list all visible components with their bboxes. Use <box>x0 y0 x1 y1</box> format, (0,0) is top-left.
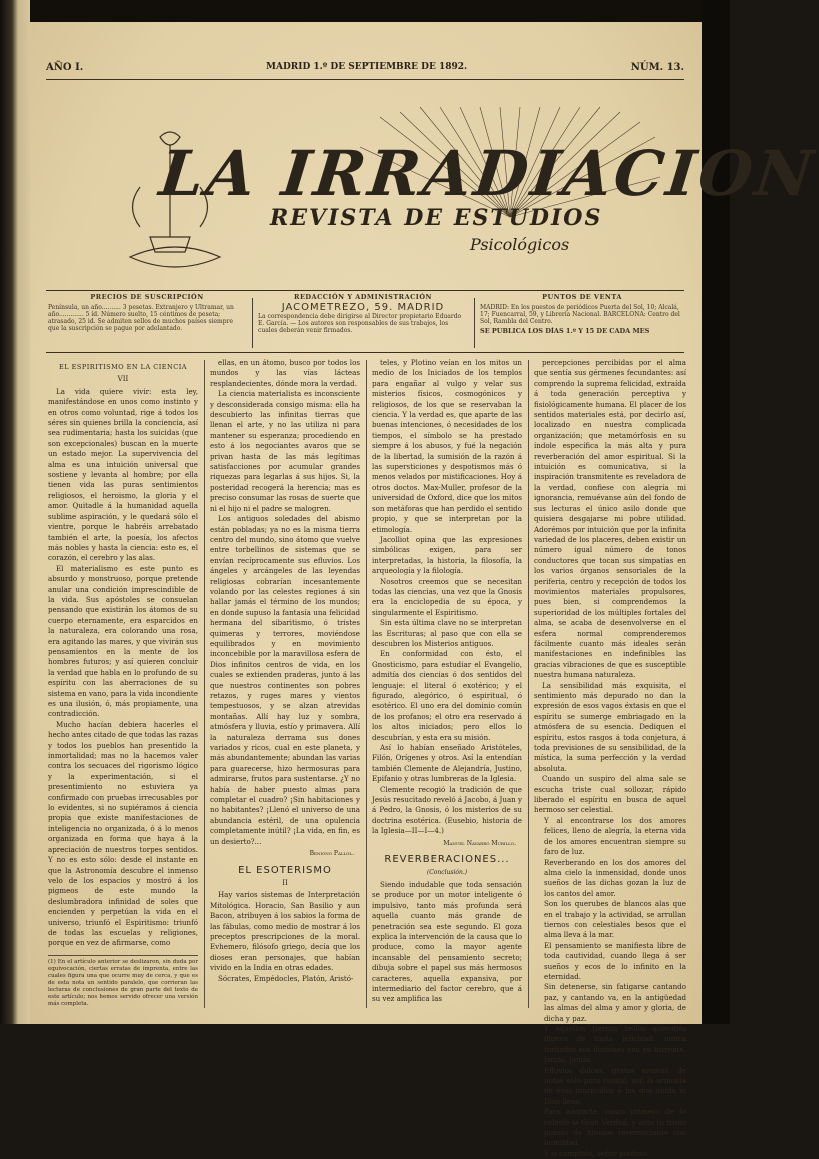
column-rule <box>528 360 529 1008</box>
paragraph: Hay varios sistemas de Interpretación Mitológica. Horacio, San Basilio y aun Bacon, atribuyen á los sabios la forma de las fábulas, como medio de mostrar á los preceptos prescripciones de la moral. Evhemero, filósofo griego, decía que los dioses eran personajes, que habían vivido en la India en otras edades. <box>210 890 360 973</box>
column-4 <box>534 358 686 1158</box>
publication-schedule: SE PUBLICA LOS DÍAS 1.º Y 15 DE CADA MES <box>480 327 650 335</box>
paragraph: Clemente recogió la tradición de que Jesús resucitado reveló á Jacobo, á Juan y á Pedro, la Gnosis, ó los misterios de su doctrina esotérica. (Eusebio, historia de la Iglesia—II—I—4.) <box>372 784 523 836</box>
subscription-prices <box>48 294 246 350</box>
continuation-note: (Conclusión.) <box>426 868 468 876</box>
paragraph: Jacolliot opina que las expresiones simbólicas exigen, para ser interpretadas, la historia, la filosofía, la arqueología y la filología. <box>372 534 522 576</box>
article-part-number: VII <box>117 374 129 384</box>
paragraph: Siendo indudable que toda sensación se produce por un motor inteligente ó impulsivo, tanto más profunda será aquella cuanto más grande de penetración sea este segundo. El goza explica la intervención de la causa que lo produce, como la mayor agente incansable del pensamiento secreto; dibuja sobre el papel sus más hermosos caracteres, aquella expansiva, por intermediario del factor cerebro, que á su vez amplifica las <box>372 879 522 1004</box>
masthead-title: LA IRRADIACION <box>156 137 819 210</box>
paragraph: La ciencia materialista es inconsciente y desconsiderada consigo misma: ella ha descubierto las infinitas tierras que llenan el arte, y no las utiliza ni para mantener su esperanza; procediendo en esto á los negociantes avaros que se privan hasta de las más legítimas satisfacciones por acumular grandes riquezas para legarlas á sus hijos. Si, la posteridad recogerá la herencia; mas es preciso consumar las rosas de suerte que ni el hijo ni el padre se malogren. <box>210 389 360 513</box>
verse-stanza: Y aquellos tiernos bellos querubes dignos de tanta felicidad, nunca turbados sus ilusiones ven en torrente, jamás, jamás. <box>544 1024 686 1065</box>
subscription-heading: PRECIOS DE SUSCRIPCIÓN <box>90 293 204 301</box>
column-3 <box>372 358 522 1008</box>
paragraph: teles, y Plotino veían en los mitos un medio de los Iniciados de los templos para engañar al vulgo y velar sus misterios físicos, cosmogónicos y religiosos, de los que se reservaban la ciencia. Y la verdad es, que aparte de las buenas intenciones, ó necesidades de los tiempos, el símbolo se ha prestado siempre á los abusos, y fué la negación de la libertad, la sumisión de la razón á las supersticiones y despotismos más ó menos velados por mistificaciones. Hoy á otros doctos. Max-Muller, profesor de la universidad de Oxford, dice que los mitos son metáforas que han perdido el sentido propio, y que se interpretan por la etimología. <box>372 358 522 534</box>
info-band <box>46 294 684 350</box>
info-divider <box>474 298 475 348</box>
verse-stanza: Y si cumplido, señor piadoso, <box>544 1148 650 1158</box>
author-signature: Manuel Navarro Murillo. <box>443 839 516 847</box>
issue-number: NÚM. 13. <box>630 62 684 73</box>
article-title: REVERBERACIONES... <box>384 854 510 866</box>
author-signature: Benigno Pallol. <box>309 850 354 858</box>
sales-points <box>480 294 684 350</box>
office-address: JACOMETREZO, 59. MADRID <box>281 302 445 313</box>
paragraph: La vida quiere vivir: esta ley, manifestándose en unos como instinto y en otros como voluntad, rige á todos los séres sin quienes brilla la conciencia, así sea rudimentaria; hasta los suicidas (que son excepcionales) buscan en la muerte un estado mejor. La supervivencia del alma es una intuición universal que sostiene y levanta al hombre; por ella tienen vida las puras sentimientos religiosos, el heroismo, la gloria y el amor. Quitadle á la humanidad aquella sublime aspiración, y le quedará sólo el vientre, porque le habréis arrebatado también el arte, la poesía, los afectos más nobles y hasta la ciencia: esto es, el corazón, el cerebro y las alas. <box>48 386 198 563</box>
paragraph: Nosotros creemos que se necesitan todas las ciencias, una vez que la Gnosis era la enciclopedia de su época, y singularmente el Espiritismo. <box>372 576 522 617</box>
verse-stanza: Reverberando en los dos amores del alma cielo la inmensidad, donde unos sueños de las dichas gozan la luz de los cantos del amor. <box>544 857 686 898</box>
scan-top-edge <box>30 0 702 22</box>
editorial-office <box>258 294 468 350</box>
office-heading: REDACCIÓN Y ADMINISTRACIÓN <box>294 293 432 301</box>
issue-year: AÑO I. <box>46 62 84 73</box>
left-page-gutter <box>0 0 30 1024</box>
info-top-rule <box>46 290 684 291</box>
paragraph: Sin esta última clave no se interpretan las Escrituras; al paso que con ella se descubren los Misterios antiguos. <box>372 618 522 648</box>
verse-stanza: El pensamiento se manifiesta libre de toda cautividad, cuando llega á ser sueños y ecos de lo infinito en la eternidad. <box>544 940 686 981</box>
column-rule <box>366 360 367 1008</box>
verse-stanza: Sin detenerse, sin fatigarse cantando paz, y cantando va, en la antigüedad las almas del alma y amor y gloria, de dicha y paz. <box>544 982 686 1023</box>
verse-stanza: Efluvios dulces, gratos aromas, de notas sólo puro raudal, son la armonía de esos murmullos á los que anida ni Dios lleno. <box>544 1065 686 1106</box>
masthead-subtitle: REVISTA DE ESTUDIOS <box>270 205 603 231</box>
footnote: (1) En el artículo anterior se deslizaron, sin duda por equivocación, ciertas erratas de imprenta, entre las cuales figura una que ocurre muy de cerca, y que es de esta nota un sentido paralelo, que corrieran las lecturas de conclusiones de gran parte del texto de este artículo; nos hemos servido ofrecer una versión más completa. <box>48 955 198 1008</box>
paragraph: Así lo habían enseñado Aristóteles, Filón, Orígenes y otros. Así la entendían también Clemente de Alejandría, Justino, Epifanio y otras lumbreras de la Iglesia. <box>372 743 522 784</box>
verse-stanza: Para adorarte, canto primero de lo celeste la Gran Verdad, y ante tu trono puesto de hinojos reverencianté con humildad. <box>544 1107 686 1148</box>
info-bottom-rule <box>46 352 684 353</box>
column-1 <box>48 358 198 1008</box>
column-2 <box>210 358 360 1008</box>
paragraph: Los antiguos soledades del abismo están pobladas; ya no es la misma tierra centro del mundo, sino átomo que vuelve entre torbellinos de sistemas que se envían recíprocamente sus efluvios. Los ángeles y arcángeles de las leyendas religiosas cobrarían incesantemente volando por las celestes regiones á sin hallar jamás el término de los mundos; en donde supuso la fantasía una felicidad hermana del sibaritismo, ó tristes quimeras y terrores, moviéndose equilibrados y en movimiento inconcebible por la maravillosa esfera de Dios infinitos centros de vida, en los cuales se extienden praderas, junto á las que nuestros continentes son pobres retazos, y ruges mares y vientos tempestuosos, y se alzan atrevidas montañas. Allí hay luz y sombra, atmósfera y lluvia, estío y primavera. Allí la naturaleza derrama sus dones variados y ricos, cual en este planeta, y más abundantemente; abundan las varias para guarecerse, hizo hermosuras para admirarse, frutos para sustentarse. ¿Y no había de haber puesto almas para completar el cuadro? ¡Sin habitaciones y no habitantes? ¡Llenó el universo de una abundancia estéril, de una opulencia completamente inútil? ¡La vida, en fin, es un desierto?... <box>210 514 360 846</box>
paragraph: ellas, en un átomo, busco por todos los mundos y las vías lácteas resplandecientes, dónde mora la verdad. <box>210 358 360 388</box>
issue-header <box>46 62 684 76</box>
paragraph: En conformidad con ésto, el Gnosticismo, para estudiar el Evangelio, admitía dos ciencias ó dos sentidos del lenguaje: el literal ó exotérico; y el figurado, alegórico, ó espiritual, ó esotérico. El uno era del dominio común de los profanos; el otro era reservado á los altos iniciados; pero ellos lo descubrían, y esta era su misión. <box>372 649 522 742</box>
paragraph: Cuando un suspiro del alma sale se escucha triste cual sollozar, rápido liberado el espíritu en busca de aquel hermoso ser celestial. <box>534 774 686 815</box>
paragraph: Sócrates, Empédocles, Platón, Aristó- <box>218 973 354 983</box>
article-title: EL ESPIRITISMO EN LA CIENCIA <box>59 363 187 371</box>
article-part-number: II <box>282 877 288 887</box>
newspaper-page <box>30 22 819 1158</box>
subscription-text: Península, un año.......... 3 pesetas. Extranjero y Ultramar, un año............. 5 íd. Número suelto, 15 céntimos de peseta; atrasado, 25 id. Se admiten sellos de muchos países siempre que la suscripción se pague por adelantado. <box>48 304 234 332</box>
office-text: La correspondencia debe dirigirse al Director propietario Eduardo E. García. — Los autores son responsables de sus trabajos, los cuales deberán venir firmados. <box>258 313 462 334</box>
paragraph: El materialismo es este punto es absurdo y monstruoso, porque pretende anular una condición imprescindible de la vida. Sus apóstoles se consuelan pensando que existirán los átomos de su cuerpo eternamente, era esparcidos en la naturaleza, era colorando una rosa, era agitando las mares, y que vivirán sus pensamientos en la mente de los hombres futuros; y así quieren concluir la verdad que habla en lo profundo de su espíritu con las aberraciones de su sistema en vano, para la vida incondiente es una ilusión, ó, más propiamente, una contradicción. <box>48 563 198 719</box>
sales-text: MADRID: En los puestos de periódicos Puerta del Sol, 10; Alcalá, 17; Fuencarral, 59, y Librería Nacional. BARCELONA: Centro del Sol, Rambla del Centro. <box>480 304 680 325</box>
paragraph: percepciones percibidas por el alma que sentía sus gérmenes fecundantes: así comprendo la suprema felicidad, extraída á toda generación perceptiva y fisiológicamente humana. El placer de los sentidos materiales está, por decirlo así, localizado en nuestra complicada organización; que metamórfosis en su índole específica la más alta y pura reverberación del amor espiritual. Si la intuición es comunicativa, si la inspiración transmitente es reveladora de la verdad, confiese con alegría mi ignorancia, remuévanse aún del fondo de sus lecturas el único asilo donde que quisiera desgajarse mi pobre utilidad. Adorémos por intuición que por la infinita variedad de los placeres, deben existir un número igual número de tonos conductores que tocan sus simpatías en los varios órganos sensoriales de la periferia, centro y recepción de todos los movimientos materiales propulsores, pues bien, si comprendemos la superioridad de los múltiples fortales del alma, se acaba de desenvolverse en el esfera normal comprenderemos fácilmente cuanto más ideales serán manifestaciones en indefinibles las gracias vibraciones de que es susceptible nuestra humana naturaleza. <box>534 358 686 680</box>
column-rule <box>204 360 205 1008</box>
paragraph: Mucho hacían debiera hacerles el hecho antes citado de que todas las razas y todos los pueblos han presentido la inmortalidad; mas no la hacemos valer contra los secuaces del rigorismo lógico y la experimentación, si el presentimiento no estuviera ya confirmado con pruebas irrecusables por lo evidentes, si no supiéramos á ciencia propia que existe manifestaciones de inteligencia no organizada, ó á lo menos organizada en forma que haya á la apreciación de nuestros torpes sentidos. Y no es esto sólo: desde el instante en que la Astronomía descubre el inmenso velo de los espacios y mostró á los pigmeos de este mundo la deslumbradora infinidad de soles que encienden y perpetúan la vida en el universo, triunfó el Espiritismo: triunfó de todas las escuelas y religiones, porque en vez de afirmarse, como <box>48 719 198 948</box>
sales-heading: PUNTOS DE VENTA <box>542 293 622 301</box>
header-rule <box>46 79 684 80</box>
masthead <box>120 107 819 282</box>
issue-date: MADRID 1.º DE SEPTIEMBRE DE 1892. <box>266 62 468 72</box>
article-title: EL ESOTERISMO <box>238 864 332 876</box>
verse-stanza: Y al encontrarse los dos amores felices, lleno de alegría, la eterna vida de los amores encuentran siempre su faro de luz. <box>544 815 686 857</box>
paragraph: La sensibilidad más exquisita, el sentimiento más depurado no dan la expresión de esos vagos éxtasis en que el espíritu se sumerge embriagado en la atmósfera de su esencia. Dediquen el espíritu, estos rasgos á toda conjetura, á toda previsiones de su sensibilidad, de la mística, la suma perfección y la verdad absoluta. <box>534 680 686 773</box>
verse-stanza: Son los querubes de blancos alas que en el trabajo y la actividad, se arrullan tiernos con celestiales besos que el alma lleva á la mar. <box>544 899 686 940</box>
masthead-subtitle-script: Psicológicos <box>470 235 570 254</box>
info-divider <box>252 298 253 348</box>
